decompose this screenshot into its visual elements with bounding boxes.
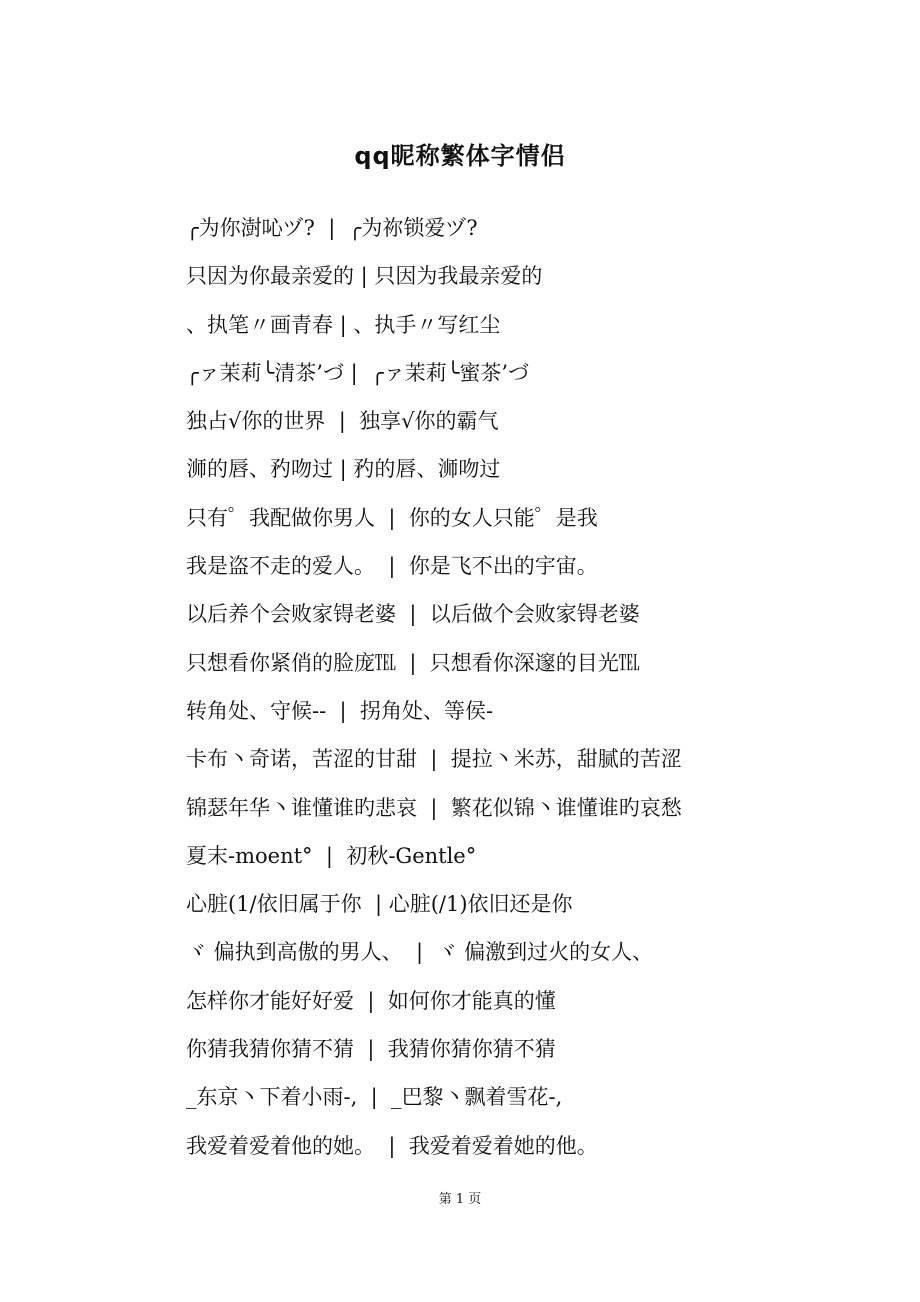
page-title: qq昵称繁体字情侣 <box>354 142 566 170</box>
nickname-pair-line: 浉的唇、䂆吻过 | 䂆的唇、浉吻过 <box>186 457 501 482</box>
nickname-pair-line: 以后养个会败家锝老婆 | 以后做个会败家锝老婆 <box>186 602 640 627</box>
nickname-pair-line: _东京丶下着小雨-, | _巴黎丶飘着雪花-, <box>186 1085 563 1110</box>
nickname-pair-line: 卡布丶奇诺，苦涩的甘甜 | 提拉丶米苏，甜腻的苦涩 <box>186 747 682 772</box>
nickname-pair-line: ╭为你澍吣ヅ? | ╭为祢锁爱ヅ? <box>186 216 478 240</box>
nickname-pair-line: ヾ 偏执到高傲的男人、 | ヾ 偏激到过火的女人、 <box>186 940 654 965</box>
nickname-pair-line: 怎样你才能好好爱 | 如何你才能真的懂 <box>186 988 556 1013</box>
nickname-pair-line: 、执笔〃画青春 | 、执手〃写红尘 <box>186 312 501 337</box>
nickname-pair-line: 只有゜我配做你男人 | 你的女人只能゜是我 <box>186 505 598 530</box>
nickname-pair-line: 我是盗不走的爱人。 | 你是飞不出的宇宙。 <box>186 554 598 579</box>
nickname-pair-line: 转角处、守候-- | 拐角处、等侯- <box>186 698 494 723</box>
nickname-list <box>186 204 886 1170</box>
nickname-pair-line: 锦瑟年华丶谁懂谁旳悲哀 | 繁花似锦丶谁懂谁旳哀愁 <box>186 795 682 820</box>
nickname-pair-line: 你猜我猜你猜不猜 | 我猜你猜你猜不猜 <box>186 1037 556 1062</box>
nickname-pair-line: 只想看你紧俏的脸庞℡ | 只想看你深邃的目光℡ <box>186 650 640 675</box>
nickname-pair-line: 我爱着爱着他的她。 | 我爱着爱着她的他。 <box>186 1133 598 1158</box>
nickname-pair-line: 独占√你的世界 | 独享√你的霸气 <box>186 409 499 434</box>
nickname-pair-line: 夏末-moent° | 初秋-Gentle° <box>186 843 477 868</box>
page-number: 第 1 页 <box>438 1192 482 1207</box>
nickname-pair-line: 心脏(1/依旧属于你 | 心脏(/1)依旧还是你 <box>186 892 573 917</box>
nickname-pair-line: 只因为你最亲爱的 | 只因为我最亲爱的 <box>186 264 543 289</box>
nickname-pair-line: ╭ァ茉莉╰清茶’づ | ╭ァ茉莉╰蜜茶’づ <box>186 360 530 385</box>
